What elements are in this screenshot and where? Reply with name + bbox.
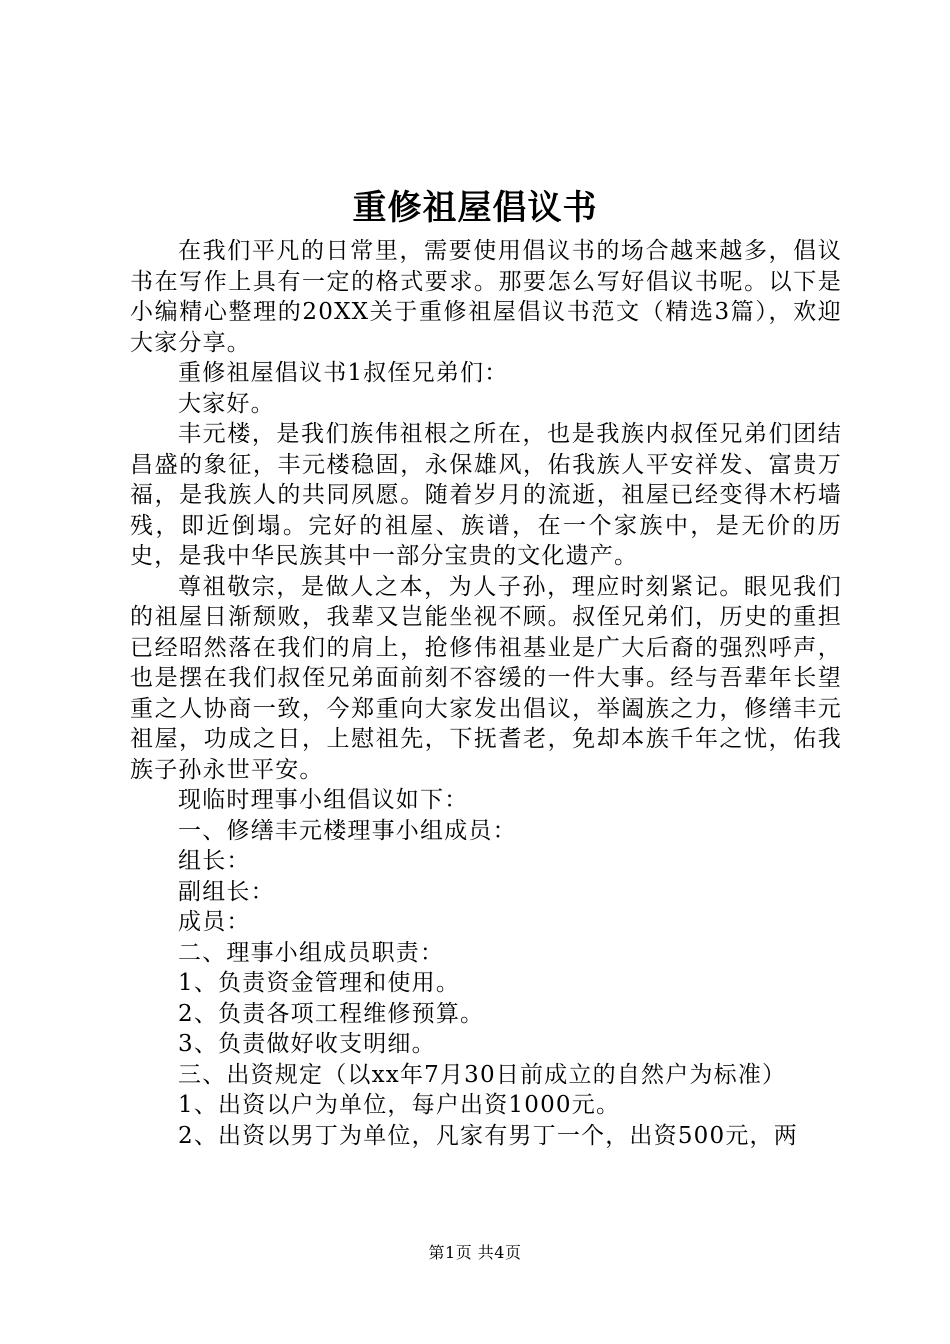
- proposal-intro: 现临时理事小组倡议如下：: [178, 787, 469, 813]
- section-heading-1: 一、修缮丰元楼理事小组成员：: [178, 817, 517, 844]
- section-heading-2: 二、理事小组成员职责：: [178, 939, 445, 966]
- letter-heading: 重修祖屋倡议书1叔侄兄弟们：: [178, 360, 509, 386]
- list-item: 3、负责做好收支明细。: [178, 1031, 436, 1057]
- list-item: 1、负责资金管理和使用。: [178, 970, 461, 996]
- intro-paragraph: 在我们平凡的日常里，需要使用倡议书的场合越来越多，倡议书在写作上具有一定的格式要求。那要怎么写好倡议书呢。以下是小编精心整理的20XX关于重修祖屋倡议书范文（精选3篇），欢迎大家分享。: [130, 238, 842, 356]
- page-footer: 第1页 共4页: [428, 1243, 522, 1262]
- section-heading-3: 三、出资规定（以xx年7月30日前成立的自然户为标准）: [178, 1061, 787, 1088]
- list-item: 副组长：: [178, 878, 275, 905]
- list-item: 成员：: [178, 909, 251, 935]
- greeting: 大家好。: [178, 390, 275, 417]
- document-body: [130, 236, 842, 1151]
- list-item: 2、出资以男丁为单位，凡家有男丁一个，出资500元，两: [178, 1122, 798, 1149]
- list-item: 2、负责各项工程维修预算。: [178, 1000, 485, 1027]
- list-item: 1、出资以户为单位，每户出资1000元。: [178, 1092, 621, 1118]
- body-paragraph-1: 丰元楼，是我们族伟祖根之所在，也是我族内叔侄兄弟们团结昌盛的象征，丰元楼稳固，永保雄风，佑我族人平安祥发、富贵万福，是我族人的共同夙愿。随着岁月的流逝，祖屋已经变得木朽墙残，即近倒塌。完好的祖屋、族谱，在一个家族中，是无价的历史，是我中华民族其中一部分宝贵的文化遗产。: [130, 421, 842, 569]
- body-paragraph-2: 尊祖敬宗，是做人之本，为人子孙，理应时刻紧记。眼见我们的祖屋日渐颓败，我辈又岂能坐视不顾。叔侄兄弟们，历史的重担已经昭然落在我们的肩上，抢修伟祖基业是广大后裔的强烈呼声，也是摆在我们叔侄兄弟面前刻不容缓的一件大事。经与吾辈年长望重之人协商一致，今郑重向大家发出倡议，举阖族之力，修缮丰元祖屋，功成之日，上慰祖先，下抚耆老，免却本族千年之忧，佑我族子孙永世平安。: [130, 573, 842, 783]
- document-title: 重修祖屋倡议书: [352, 188, 598, 228]
- list-item: 组长：: [178, 848, 251, 874]
